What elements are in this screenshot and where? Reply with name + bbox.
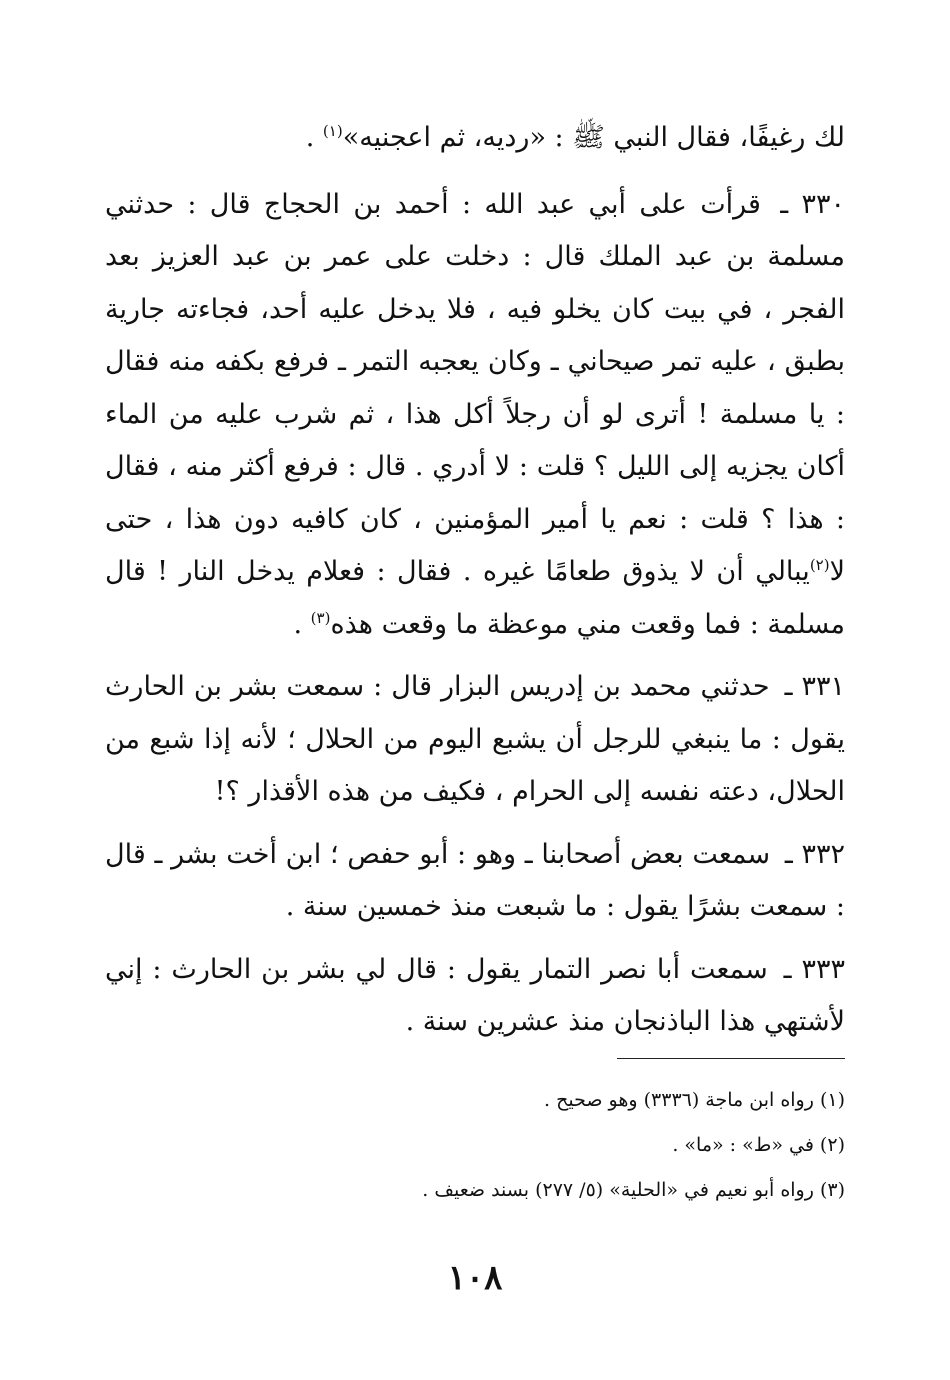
narration-number: ٣٣٢ ـ bbox=[784, 838, 846, 870]
narration-331 bbox=[105, 661, 845, 819]
page-number: ١٠٨ bbox=[447, 1258, 503, 1298]
footnote-ref-3: (٣) bbox=[310, 608, 331, 627]
narration-number: ٣٣٣ ـ bbox=[783, 953, 845, 985]
narration-330 bbox=[105, 179, 845, 652]
narration-text: قرأت على أبي عبد الله : أحمد بن الحجاج قال : حدثني مسلمة بن عبد الملك قال : دخلت على عمر بن عبد العزيز بعد الفجر ، في بيت كان يخلو فيه ، فلا يدخل عليه أحد، فجاءته جارية بطبق ، عليه تمر صيحاني ـ وكان يعجبه التمر ـ فرفع بكفه منه فقال : يا مسلمة ! أترى لو أن رجلاً أكل هذا ، ثم شرب عليه من الماء أكان يجزيه إلى الليل ؟ قلت : لا أدري . قال : فرفع أكثر منه ، فقال : هذا ؟ قلت : نعم يا أمير المؤمنين ، كان كافيه دون هذا ، حتى لا bbox=[105, 188, 845, 587]
footnote-1: (١) رواه ابن ماجة (٣٣٣٦) وهو صحيح . bbox=[544, 1089, 845, 1111]
page-body bbox=[105, 112, 845, 1059]
narration-text: سمعت أبا نصر التمار يقول : قال لي بشر بن الحارث : إني لأشتهي هذا الباذنجان منذ عشرين سنة . bbox=[105, 953, 845, 1037]
footnote-3: (٣) رواه أبو نعيم في «الحلية» (٥/ ٢٧٧) بسند ضعيف . bbox=[422, 1179, 845, 1201]
footnote-2: (٢) في «ط» : «ما» . bbox=[672, 1134, 845, 1156]
narration-tail: . bbox=[293, 608, 311, 640]
narration-text: سمعت بعض أصحابنا ـ وهو : أبو حفص ؛ ابن أخت بشر ـ قال : سمعت بشرًا يقول : ما شبعت منذ خمسين سنة . bbox=[105, 838, 845, 922]
narration-number: ٣٣٠ ـ bbox=[780, 188, 845, 220]
footnote-divider bbox=[617, 1058, 845, 1059]
intro-tail: . bbox=[305, 122, 323, 153]
narration-333 bbox=[105, 944, 845, 1049]
intro-text: لك رغيفًا، فقال النبي ﷺ : «رديه، ثم اعجنيه» bbox=[342, 122, 845, 153]
narration-332 bbox=[105, 829, 845, 934]
footnote-ref-2: (٢) bbox=[809, 556, 830, 574]
narration-text-continued: يبالي أن لا يذوق طعامًا غيره . فقال : فعلام يدخل النار ! قال مسلمة : فما وقعت مني موعظة ما وقعت هذه bbox=[105, 556, 845, 640]
narration-number: ٣٣١ ـ bbox=[784, 671, 845, 702]
intro-paragraph bbox=[105, 112, 845, 165]
narration-text: حدثني محمد بن إدريس البزار قال : سمعت بشر بن الحارث يقول : ما ينبغي للرجل أن يشبع اليوم من الحلال ؛ لأنه إذا شبع من الحلال، دعته نفسه إلى الحرام ، فكيف من هذه الأقذار ؟! bbox=[105, 671, 845, 807]
footnote-ref-1: (١) bbox=[322, 122, 343, 140]
footnotes bbox=[105, 1078, 845, 1213]
